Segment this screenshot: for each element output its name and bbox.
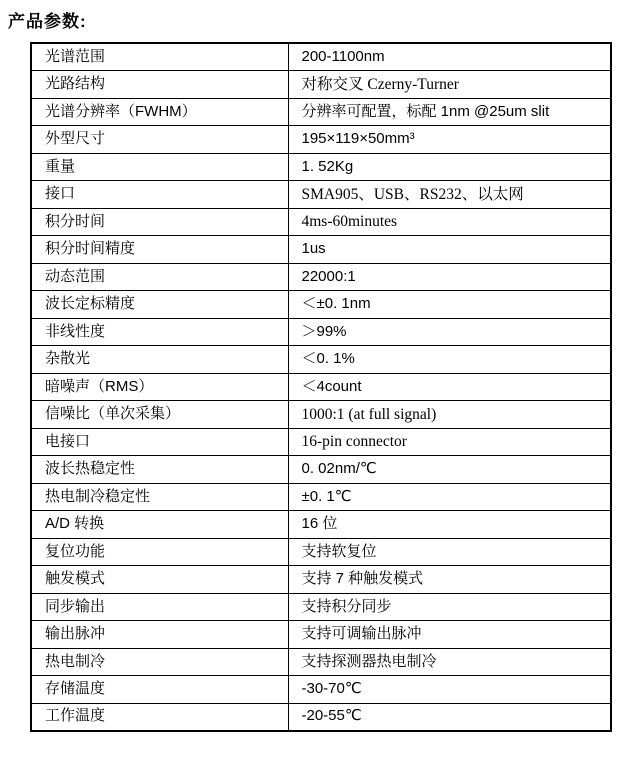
spec-label: 光谱分辨率（FWHM） (31, 98, 288, 126)
spec-label: 输出脉冲 (31, 621, 288, 649)
spec-label: 外型尺寸 (31, 126, 288, 154)
spec-value: 4ms-60minutes (288, 208, 611, 236)
spec-label: 存储温度 (31, 676, 288, 704)
table-row (31, 566, 611, 594)
spec-value: 支持探测器热电制冷 (288, 648, 611, 676)
spec-value: 200-1100nm (288, 43, 611, 71)
spec-value: ＜0. 1% (288, 346, 611, 374)
spec-value: 195×119×50mm³ (288, 126, 611, 154)
page-title: 产品参数: (8, 12, 87, 31)
spec-value: ±0. 1℃ (288, 483, 611, 511)
table-row (31, 263, 611, 291)
product-spec-table (30, 42, 612, 732)
spec-label: 积分时间精度 (31, 236, 288, 264)
table-row (31, 511, 611, 539)
spec-value: 22000:1 (288, 263, 611, 291)
spec-label: 波长热稳定性 (31, 456, 288, 484)
spec-label: 重量 (31, 153, 288, 181)
spec-value: 1. 52Kg (288, 153, 611, 181)
spec-label: 触发模式 (31, 566, 288, 594)
table-row (31, 373, 611, 401)
spec-value: ＞99% (288, 318, 611, 346)
spec-label: 信噪比（单次采集） (31, 401, 288, 429)
spec-label: 波长定标精度 (31, 291, 288, 319)
spec-value: 0. 02nm/℃ (288, 456, 611, 484)
spec-value: ＜±0. 1nm (288, 291, 611, 319)
table-row (31, 483, 611, 511)
table-row (31, 153, 611, 181)
spec-label: A/D 转换 (31, 511, 288, 539)
table-row (31, 676, 611, 704)
spec-label: 杂散光 (31, 346, 288, 374)
spec-value: SMA905、USB、RS232、以太网 (288, 181, 611, 209)
spec-value: 支持软复位 (288, 538, 611, 566)
spec-label: 电接口 (31, 428, 288, 456)
spec-value: 分辨率可配置，标配 1nm @25um slit (288, 98, 611, 126)
spec-value: 对称交叉 Czerny-Turner (288, 71, 611, 99)
spec-value: 支持 7 种触发模式 (288, 566, 611, 594)
spec-label: 动态范围 (31, 263, 288, 291)
table-row (31, 318, 611, 346)
table-row (31, 43, 611, 71)
table-row (31, 428, 611, 456)
spec-label: 光谱范围 (31, 43, 288, 71)
table-row (31, 593, 611, 621)
spec-value: -30-70℃ (288, 676, 611, 704)
table-row (31, 538, 611, 566)
spec-value: -20-55℃ (288, 703, 611, 731)
spec-label: 同步输出 (31, 593, 288, 621)
spec-label: 工作温度 (31, 703, 288, 731)
spec-value: 16-pin connector (288, 428, 611, 456)
table-row (31, 621, 611, 649)
table-row (31, 703, 611, 731)
spec-label: 热电制冷 (31, 648, 288, 676)
spec-value: 1us (288, 236, 611, 264)
spec-label: 热电制冷稳定性 (31, 483, 288, 511)
table-row (31, 456, 611, 484)
spec-label: 积分时间 (31, 208, 288, 236)
table-row (31, 98, 611, 126)
table-row (31, 181, 611, 209)
spec-label: 非线性度 (31, 318, 288, 346)
spec-value: 支持积分同步 (288, 593, 611, 621)
table-row (31, 346, 611, 374)
table-row (31, 236, 611, 264)
spec-table-body (31, 43, 611, 731)
spec-value: 支持可调输出脉冲 (288, 621, 611, 649)
spec-label: 暗噪声（RMS） (31, 373, 288, 401)
spec-value: ＜4count (288, 373, 611, 401)
spec-value: 1000:1 (at full signal) (288, 401, 611, 429)
spec-value: 16 位 (288, 511, 611, 539)
spec-label: 光路结构 (31, 71, 288, 99)
spec-label: 接口 (31, 181, 288, 209)
table-row (31, 401, 611, 429)
table-row (31, 291, 611, 319)
table-row (31, 126, 611, 154)
table-row (31, 208, 611, 236)
table-row (31, 648, 611, 676)
spec-label: 复位功能 (31, 538, 288, 566)
table-row (31, 71, 611, 99)
